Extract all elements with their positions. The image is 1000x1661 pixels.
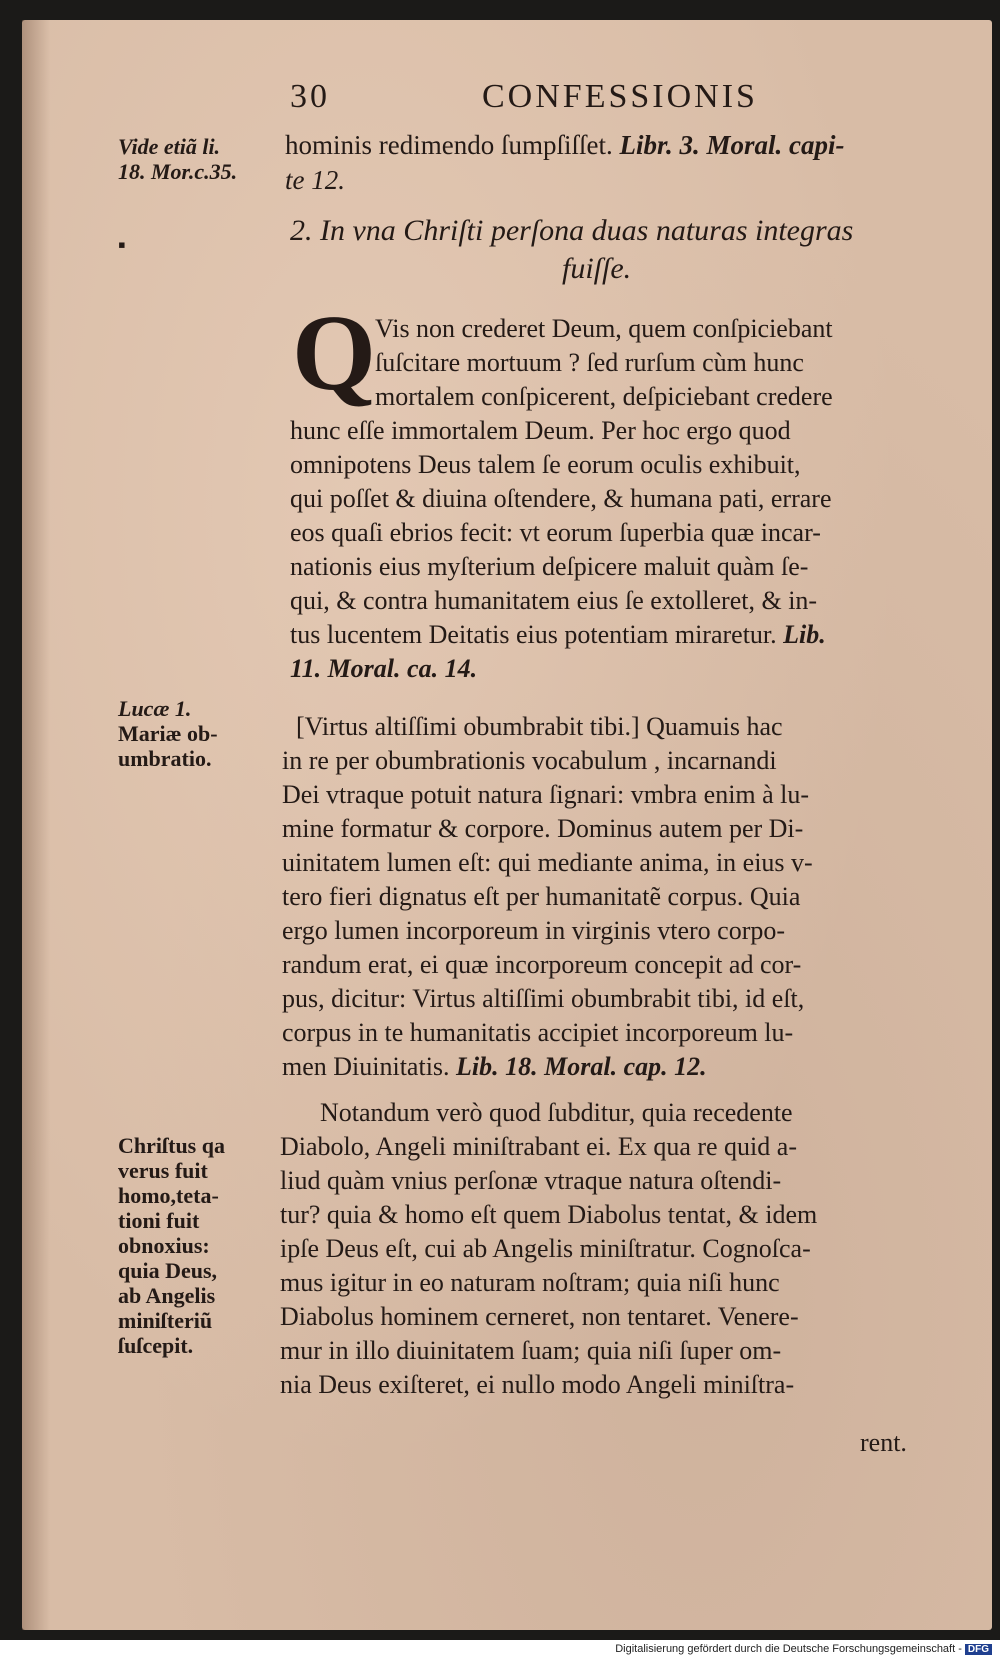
text-line: tero fieri dignatus eſt per humanitatẽ corpus. Quia — [282, 882, 801, 911]
credit-text: Digitalisierung gefördert durch die Deutsche Forschungsgemeinschaft - — [615, 1643, 962, 1655]
margin-note-2-line: umbratio. — [118, 746, 212, 771]
margin-note-3-line: Chriſtus qa — [118, 1133, 225, 1158]
text-line: mur in illo diuinitatem ſuam; quia niſi ſuper om- — [280, 1336, 782, 1365]
drop-cap: Q — [292, 294, 377, 413]
margin-note-3-line: verus fuit — [118, 1158, 208, 1183]
page-gutter-shadow — [22, 20, 50, 1630]
margin-note-3-line: ab Angelis — [118, 1283, 216, 1308]
margin-note-1 — [118, 134, 237, 184]
paragraph-3 — [280, 1096, 817, 1402]
citation: Lib. 18. Moral. cap. 12. — [456, 1052, 707, 1081]
margin-note-2-line: Mariæ ob- — [118, 721, 218, 746]
top-continuation — [285, 128, 945, 197]
margin-note-3-line: tioni fuit — [118, 1208, 200, 1233]
text-line: Vis non crederet Deum, quem conſpiciebant — [375, 314, 833, 343]
text-line: hunc eſſe immortalem Deum. Per hoc ergo quod — [290, 416, 791, 445]
margin-note-3-line: obnoxius: — [118, 1233, 210, 1258]
digitization-credit — [615, 1643, 992, 1655]
final-word: rent. — [860, 1428, 907, 1457]
running-title: CONFESSIONIS — [482, 78, 758, 115]
text-line: mus igitur in eo naturam noſtram; quia niſi hunc — [280, 1268, 780, 1297]
text-line: nia Deus exiſteret, ei nullo modo Angeli miniſtra- — [280, 1370, 795, 1399]
text-line: qui poſſet & diuina oſtendere, & humana pati, errare — [290, 484, 832, 513]
margin-note-3 — [118, 1133, 225, 1358]
margin-mark: ▪ — [118, 232, 126, 257]
paragraph-1-indented — [375, 312, 833, 414]
text-line: Notandum verò quod ſubditur, quia recedente — [320, 1098, 793, 1127]
text-line: nationis eius myſterium deſpicere maluit quàm ſe- — [290, 552, 809, 581]
text-line: tur? quia & homo eſt quem Diabolus tentat, & idem — [280, 1200, 818, 1229]
text-line: eos quaſi ebrios fecit: vt eorum ſuperbia quæ incar- — [290, 518, 821, 547]
citation: 11. Moral. ca. 14. — [290, 654, 478, 683]
margin-note-3-line: miniſteriũ — [118, 1308, 213, 1333]
text-line: omnipotens Deus talem ſe eorum oculis exhibuit, — [290, 450, 801, 479]
text-line: pus, dicitur: Virtus altiſſimi obumbrabit tibi, id eſt, — [282, 984, 805, 1013]
citation: Lib. — [783, 620, 826, 649]
section-heading — [290, 212, 853, 288]
top-line-2: te 12. — [285, 164, 345, 195]
page-number: 30 — [290, 78, 330, 115]
section-heading-line-2: fuiſſe. — [562, 252, 632, 285]
margin-note-3-line: quia Deus, — [118, 1258, 218, 1283]
text-line: Diabolo, Angeli miniſtrabant ei. Ex qua re quid a- — [280, 1132, 797, 1161]
text-line: men Diuinitatis. — [282, 1052, 450, 1081]
dfg-logo-icon: DFG — [965, 1644, 992, 1655]
section-heading-line-1: 2. In vna Chriſti perſona duas naturas integras — [290, 214, 854, 247]
text-line: qui, & contra humanitatem eius ſe extolleret, & in- — [290, 586, 818, 615]
text-line: mine formatur & corpore. Dominus autem per Di- — [282, 814, 804, 843]
margin-note-2 — [118, 696, 218, 771]
text-line: in re per obumbrationis vocabulum , incarnandi — [282, 746, 777, 775]
text-line: [Virtus altiſſimi obumbrabit tibi.] Quamuis hac — [296, 712, 783, 741]
text-line: uinitatem lumen eſt: qui mediante anima, in eius v- — [282, 848, 813, 877]
top-line-1-reference: Libr. 3. Moral. capi- — [619, 130, 845, 160]
text-line: corpus in te humanitatis accipiet incorporeum lu- — [282, 1018, 794, 1047]
text-line: randum erat, ei quæ incorporeum concepit ad cor- — [282, 950, 802, 979]
paragraph-2 — [282, 710, 813, 1084]
text-line: tus lucentem Deitatis eius potentiam miraretur. — [290, 620, 777, 649]
margin-note-2-line: Lucæ 1. — [118, 696, 192, 721]
top-line-1: hominis redimendo ſumpſiſſet. — [285, 130, 613, 160]
margin-note-1-line: Vide etiã li. — [118, 134, 221, 159]
margin-note-3-line: homo,teta- — [118, 1183, 219, 1208]
text-line: ipſe Deus eſt, cui ab Angelis miniſtratur. Cognoſca- — [280, 1234, 811, 1263]
margin-note-1-line: 18. Mor.c.35. — [118, 159, 238, 184]
text-line: ergo lumen incorporeum in virginis vtero corpo- — [282, 916, 786, 945]
text-line: mortalem conſpicerent, deſpiciebant credere — [375, 382, 833, 411]
text-line: liud quàm vnius perſonæ vtraque natura oſtendi- — [280, 1166, 782, 1195]
text-line: Diabolus hominem cerneret, non tentaret. Venere- — [280, 1302, 799, 1331]
text-line: Dei vtraque potuit natura ſignari: vmbra enim à lu- — [282, 780, 810, 809]
margin-note-3-line: ſuſcepit. — [118, 1333, 194, 1358]
paragraph-1 — [290, 414, 831, 686]
text-line: ſuſcitare mortuum ? ſed rurſum cùm hunc — [375, 348, 804, 377]
